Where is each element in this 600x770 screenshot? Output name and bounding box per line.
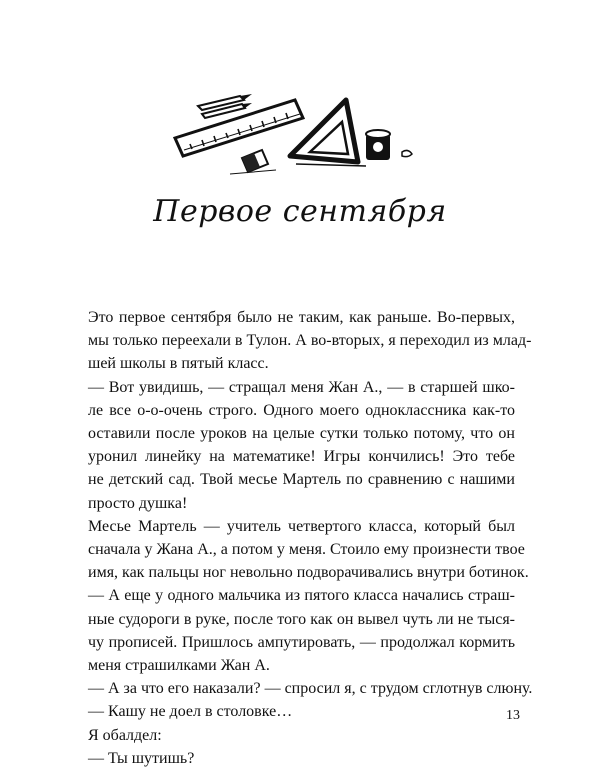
paragraph — [70, 747, 515, 770]
text-line: шей школы в пятый класс. — [88, 355, 269, 373]
paragraph — [70, 515, 529, 585]
eraser-icon — [230, 150, 276, 174]
text-line: меня страшилками Жан А. — [88, 657, 270, 675]
text-line: не детский сад. Твой месье Мартель по сравнению с нашими — [88, 471, 515, 489]
text-line: оставили после уроков на целые сутки только потому, что он — [88, 425, 515, 443]
text-line: имя, как пальцы ног невольно подворачивались внутри ботинок. — [88, 564, 529, 582]
text-line: Я обалдел: — [88, 726, 162, 744]
text-line: ле все о-о-очень строго. Одного моего одноклассника как-то — [88, 401, 515, 419]
paragraph — [70, 376, 515, 515]
text-line: Месье Мартель — учитель четвертого класса, который был — [88, 517, 515, 535]
text-line: — А еще у одного мальчика из пятого класса начались страш- — [88, 587, 515, 605]
text-line: ные судороги в руке, после того как он вывел чуть ли не тыся- — [88, 610, 515, 628]
triangle-ruler-icon — [290, 100, 366, 166]
paragraph — [70, 700, 515, 723]
paragraph — [70, 724, 515, 747]
text-line: чу прописей. Пришлось ампутировать, — продолжал кормить — [88, 633, 515, 651]
paragraph — [70, 306, 532, 376]
text-line: — Ты шутишь? — [88, 749, 195, 767]
page-number: 13 — [506, 708, 520, 723]
paragraph — [70, 677, 533, 700]
text-line: уронил линейку на математике! Игры кончились! Это тебе — [88, 448, 515, 466]
text-line: сначала у Жана А., а потом у меня. Стоило ему произнести твое — [88, 541, 525, 559]
text-line: Это первое сентября было не таким, как раньше. Во-первых, — [88, 309, 515, 326]
text-line: — Вот увидишь, — стращал меня Жан А., — в старшей шко- — [88, 378, 515, 396]
chapter-title: Первое сентября — [153, 194, 447, 229]
text-line: — Кашу не доел в столовке… — [88, 703, 293, 721]
chapter-body — [70, 306, 533, 770]
text-line: — А за что его наказали? — спросил я, с трудом сглотнув слюну. — [88, 680, 533, 698]
text-line: мы только переехали в Тулон. А во-вторых, я переходил из млад- — [88, 332, 532, 350]
pencil-icon — [198, 94, 252, 118]
paragraph — [70, 584, 515, 677]
text-line: просто душка! — [88, 494, 188, 512]
sharpener-icon — [366, 130, 412, 160]
school-supplies-illustration — [170, 78, 430, 188]
